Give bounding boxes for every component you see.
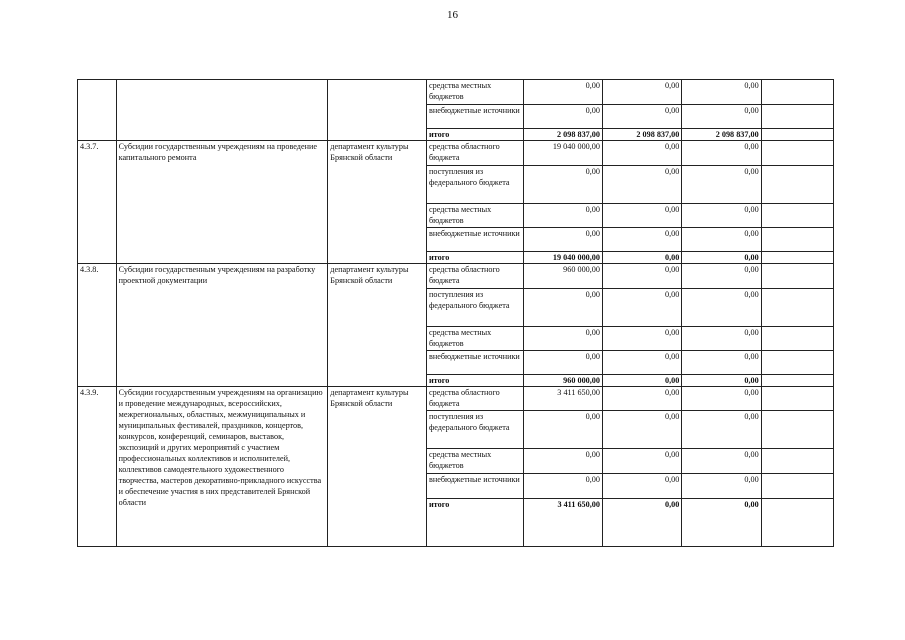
- empty-cell: [761, 411, 833, 449]
- value-cell: 0,00: [602, 141, 681, 166]
- empty-cell: [761, 252, 833, 264]
- empty-cell: [761, 499, 833, 547]
- name-cell: Субсидии государственным учреждениям на организацию и проведение международных, всероссийских, межрегиональных, областных, межмуниципальных и муниципальных фестивалей, праздников, концертов, конкурсов, конференций, семинаров, выставок, экспозиций и других мероприятий с участием профессиональных коллективов и исполнителей, коллективов самодеятельного художественного творчества, мастеров декоративно-прикладного искусства и обеспечение участия в них представителей Брянской области: [116, 387, 328, 547]
- number-cell: 4.3.7.: [78, 141, 117, 264]
- page-number: 16: [447, 9, 458, 21]
- source-cell: средства местных бюджетов: [426, 327, 523, 351]
- value-cell: 0,00: [602, 166, 681, 204]
- value-cell: 0,00: [682, 80, 761, 105]
- value-cell: 0,00: [523, 474, 602, 499]
- value-cell: 0,00: [682, 252, 761, 264]
- value-cell: 0,00: [682, 499, 761, 547]
- empty-cell: [761, 166, 833, 204]
- value-cell: 0,00: [523, 327, 602, 351]
- source-cell: поступления из федерального бюджета: [426, 411, 523, 449]
- value-cell: 0,00: [523, 204, 602, 228]
- value-cell: 0,00: [602, 204, 681, 228]
- empty-cell: [761, 204, 833, 228]
- value-cell: 0,00: [602, 228, 681, 252]
- empty-cell: [761, 387, 833, 411]
- value-cell: 0,00: [682, 327, 761, 351]
- value-cell: 0,00: [523, 449, 602, 474]
- value-cell: 0,00: [602, 289, 681, 327]
- name-cell: [116, 80, 328, 141]
- empty-cell: [761, 264, 833, 289]
- value-cell: 0,00: [682, 351, 761, 375]
- empty-cell: [761, 289, 833, 327]
- value-cell: 0,00: [602, 351, 681, 375]
- value-cell: 0,00: [602, 375, 681, 387]
- source-cell: средства областного бюджета: [426, 141, 523, 166]
- value-cell: 0,00: [682, 474, 761, 499]
- value-cell: 3 411 650,00: [523, 387, 602, 411]
- executor-cell: департамент культуры Брянской области: [328, 387, 427, 547]
- value-cell: 0,00: [602, 327, 681, 351]
- value-cell: 0,00: [682, 204, 761, 228]
- value-cell: 0,00: [682, 411, 761, 449]
- name-cell: Субсидии государственным учреждениям на проведение капитального ремонта: [116, 141, 328, 264]
- value-cell: 0,00: [523, 289, 602, 327]
- value-cell: 0,00: [682, 289, 761, 327]
- source-cell: средства местных бюджетов: [426, 204, 523, 228]
- value-cell: 19 040 000,00: [523, 252, 602, 264]
- empty-cell: [761, 351, 833, 375]
- value-cell: 2 098 837,00: [602, 129, 681, 141]
- table-row: [78, 80, 834, 105]
- empty-cell: [761, 449, 833, 474]
- value-cell: 0,00: [602, 252, 681, 264]
- value-cell: 0,00: [682, 375, 761, 387]
- value-cell: 0,00: [682, 449, 761, 474]
- value-cell: 19 040 000,00: [523, 141, 602, 166]
- number-cell: 4.3.8.: [78, 264, 117, 387]
- table-row: [78, 387, 834, 411]
- source-cell: средства областного бюджета: [426, 387, 523, 411]
- value-cell: 0,00: [682, 166, 761, 204]
- value-cell: 0,00: [602, 264, 681, 289]
- source-cell: итого: [426, 129, 523, 141]
- value-cell: 0,00: [682, 387, 761, 411]
- value-cell: 960 000,00: [523, 264, 602, 289]
- value-cell: 0,00: [523, 105, 602, 129]
- value-cell: 0,00: [602, 80, 681, 105]
- value-cell: 0,00: [523, 351, 602, 375]
- table-row: [78, 264, 834, 289]
- value-cell: 2 098 837,00: [523, 129, 602, 141]
- number-cell: [78, 80, 117, 141]
- table-row: [78, 141, 834, 166]
- value-cell: 0,00: [682, 105, 761, 129]
- source-cell: поступления из федерального бюджета: [426, 166, 523, 204]
- source-cell: поступления из федерального бюджета: [426, 289, 523, 327]
- value-cell: 0,00: [602, 499, 681, 547]
- value-cell: 0,00: [523, 411, 602, 449]
- empty-cell: [761, 141, 833, 166]
- empty-cell: [761, 105, 833, 129]
- empty-cell: [761, 375, 833, 387]
- value-cell: 0,00: [602, 387, 681, 411]
- value-cell: 3 411 650,00: [523, 499, 602, 547]
- value-cell: 0,00: [523, 228, 602, 252]
- value-cell: 960 000,00: [523, 375, 602, 387]
- source-cell: итого: [426, 375, 523, 387]
- source-cell: итого: [426, 252, 523, 264]
- source-cell: средства местных бюджетов: [426, 80, 523, 105]
- source-cell: внебюджетные источники: [426, 228, 523, 252]
- value-cell: 0,00: [682, 228, 761, 252]
- source-cell: средства областного бюджета: [426, 264, 523, 289]
- source-cell: внебюджетные источники: [426, 351, 523, 375]
- empty-cell: [761, 80, 833, 105]
- empty-cell: [761, 474, 833, 499]
- value-cell: 0,00: [682, 141, 761, 166]
- value-cell: 0,00: [523, 80, 602, 105]
- value-cell: 0,00: [523, 166, 602, 204]
- source-cell: внебюджетные источники: [426, 474, 523, 499]
- number-cell: 4.3.9.: [78, 387, 117, 547]
- source-cell: средства местных бюджетов: [426, 449, 523, 474]
- executor-cell: [328, 80, 427, 141]
- executor-cell: департамент культуры Брянской области: [328, 264, 427, 387]
- empty-cell: [761, 228, 833, 252]
- name-cell: Субсидии государственным учреждениям на разработку проектной документации: [116, 264, 328, 387]
- executor-cell: департамент культуры Брянской области: [328, 141, 427, 264]
- value-cell: 0,00: [602, 474, 681, 499]
- source-cell: итого: [426, 499, 523, 547]
- source-cell: внебюджетные источники: [426, 105, 523, 129]
- value-cell: 2 098 837,00: [682, 129, 761, 141]
- value-cell: 0,00: [682, 264, 761, 289]
- value-cell: 0,00: [602, 411, 681, 449]
- empty-cell: [761, 327, 833, 351]
- budget-table: [77, 79, 834, 547]
- value-cell: 0,00: [602, 449, 681, 474]
- empty-cell: [761, 129, 833, 141]
- value-cell: 0,00: [602, 105, 681, 129]
